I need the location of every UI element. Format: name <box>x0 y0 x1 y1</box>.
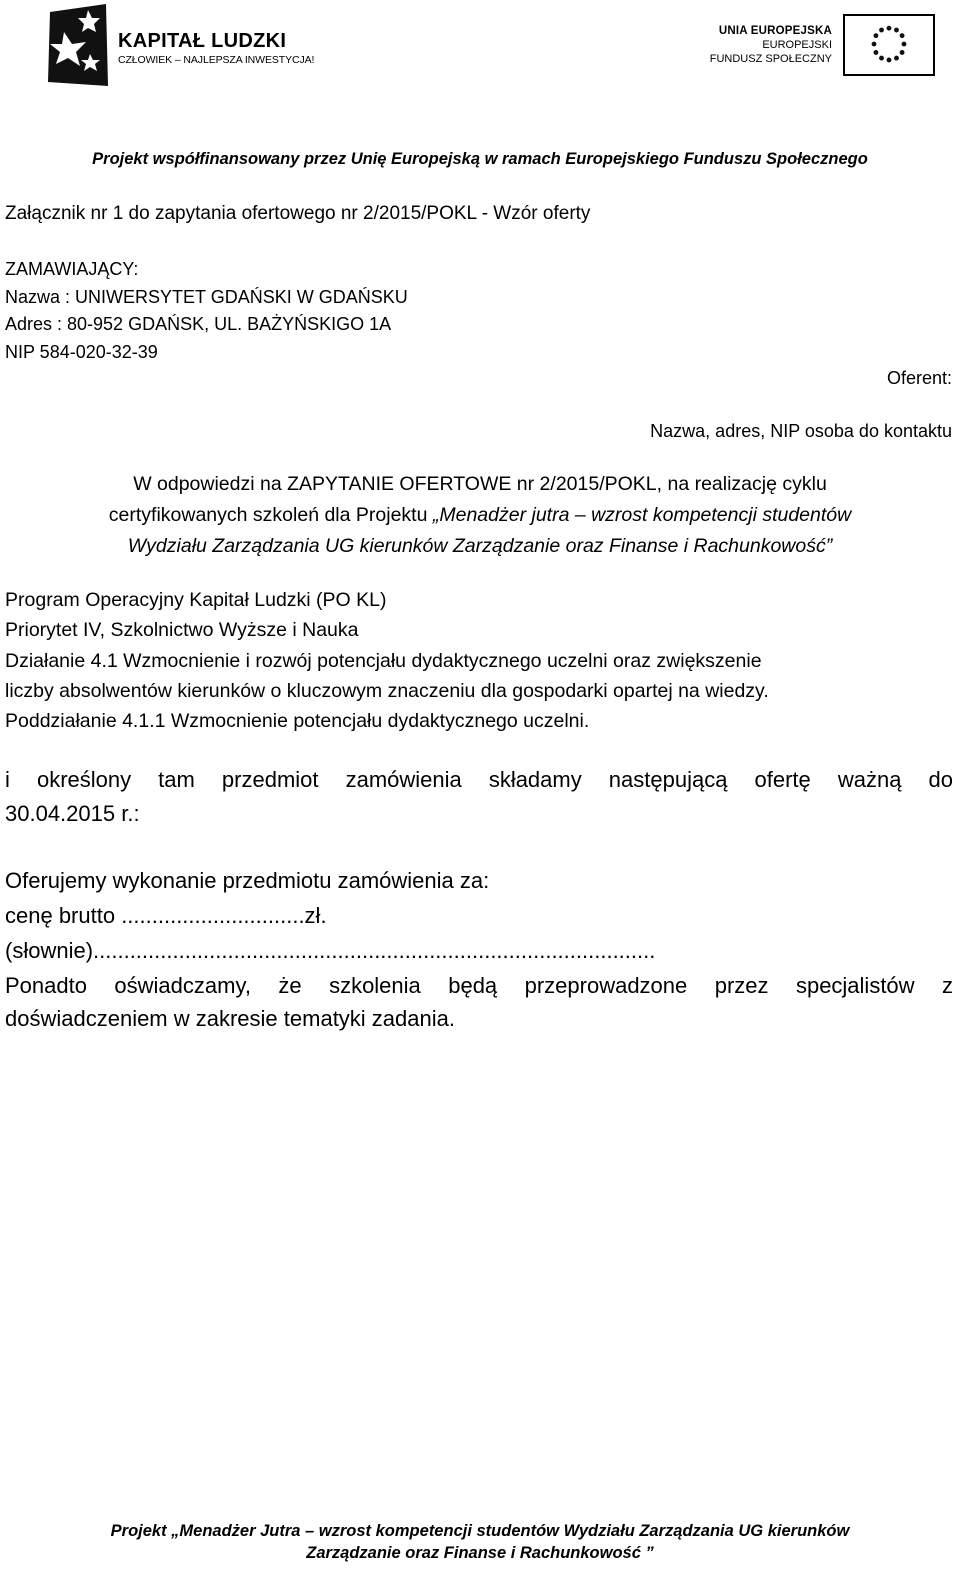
offer-intro-word: ofertę <box>754 767 811 792</box>
offer-intro-word: następującą <box>608 767 728 792</box>
program-block <box>5 585 769 736</box>
offer-validity-date: 30.04.2015 r.: <box>5 801 140 826</box>
declaration-word: że <box>278 973 302 998</box>
declaration-word: specjalistów <box>795 973 915 998</box>
declaration-end: doświadczeniem w zakresie tematyki zadania. <box>5 1006 455 1031</box>
buyer-block <box>5 256 408 366</box>
kapital-ludzki-emblem-icon <box>44 2 112 88</box>
offer-intro-word: ważną <box>837 767 902 792</box>
eu-logo-line1: UNIA EUROPEJSKA <box>718 25 832 37</box>
bidder-fields: Nazwa, adres, NIP osoba do kontaktu <box>650 421 952 441</box>
program-name: Program Operacyjny Kapitał Ludzki (PO KL) <box>5 589 387 611</box>
offer-intro-word: i <box>5 767 10 792</box>
offer-execution: Oferujemy wykonanie przedmiotu zamówienia za: <box>5 868 490 893</box>
eu-logo <box>700 14 935 78</box>
response-line-2-text: certyfikowanych szkoleń dla Projektu <box>108 504 433 526</box>
project-title-part-2: Wydziału Zarządzania UG kierunków Zarządzanie oraz Finanse i Rachunkowość” <box>127 535 833 557</box>
program-priority: Priorytet IV, Szkolnictwo Wyższe i Nauka <box>5 619 359 642</box>
eu-flag-icon <box>843 14 935 76</box>
declaration-word: z <box>942 973 953 998</box>
program-submeasure: Poddziałanie 4.1.1 Wzmocnienie potencjału dydaktycznego uczelni. <box>5 710 590 733</box>
declaration-word: Ponadto <box>5 973 87 998</box>
offer-intro-word: do <box>928 767 953 792</box>
offer-intro-word: zamówienia <box>345 767 462 792</box>
buyer-nip: NIP 584-020-32-39 <box>5 341 158 362</box>
declaration-word: oświadczamy, <box>114 973 251 998</box>
attachment-title: Załącznik nr 1 do zapytania ofertowego nr 2/2015/POKL - Wzór oferty <box>5 203 591 224</box>
buyer-address: Adres : 80-952 GDAŃSK, UL. BAŻYŃSKIGO 1A <box>5 314 392 334</box>
offer-price-words-field: (słownie)............................................................................................ <box>5 938 656 963</box>
offer-price-field: cenę brutto ..............................zł. <box>5 903 327 928</box>
response-line-1: W odpowiedzi na ZAPYTANIE OFERTOWE nr 2/2015/POKL, na realizację cyklu <box>133 473 827 495</box>
eu-logo-line3: FUNDUSZ SPOŁECZNY <box>709 53 832 65</box>
declaration-word: przez <box>714 973 769 998</box>
bidder-label: Oferent: <box>886 368 952 388</box>
response-line-2 <box>0 504 960 527</box>
buyer-label: ZAMAWIAJĄCY: <box>5 259 139 279</box>
kapital-ludzki-title: KAPITAŁ LUDZKI <box>118 30 287 52</box>
kapital-ludzki-logo <box>44 2 314 92</box>
offer-intro-line <box>5 767 953 793</box>
program-measure: Działanie 4.1 Wzmocnienie i rozwój potencjału dydaktycznego uczelni oraz zwiększenie <box>5 649 762 672</box>
declaration-word: będą <box>448 973 498 998</box>
project-title-part-1: „Menadżer jutra – wzrost kompetencji studentów <box>432 504 852 526</box>
footer-line-2: Zarządzanie oraz Finanse i Rachunkowość ” <box>306 1544 654 1562</box>
declaration-word: przeprowadzone <box>524 973 688 998</box>
eu-logo-line2: EUROPEJSKI <box>762 39 832 51</box>
buyer-name: Nazwa : UNIWERSYTET GDAŃSKI W GDAŃSKU <box>5 286 408 307</box>
declaration-word: szkolenia <box>329 973 421 998</box>
footer-line-1: Projekt „Menadżer Jutra – wzrost kompetencji studentów Wydziału Zarządzania UG kierunków <box>110 1522 850 1540</box>
kapital-ludzki-slogan: CZŁOWIEK – NAJLEPSZA INWESTYCJA! <box>118 54 315 66</box>
offer-intro-word: przedmiot <box>221 767 319 792</box>
offer-intro-word: tam <box>158 767 195 792</box>
footer <box>0 1520 960 1564</box>
offer-intro-word: składamy <box>488 767 582 792</box>
cofinancing-statement: Projekt współfinansowany przez Unię Europejską w ramach Europejskiego Funduszu Społecznego <box>92 150 868 168</box>
declaration-line <box>5 973 953 999</box>
offer-intro-word: określony <box>36 767 132 792</box>
program-measure-cont: liczby absolwentów kierunków o kluczowym znaczeniu dla gospodarki opartej na wiedzy. <box>5 679 769 702</box>
